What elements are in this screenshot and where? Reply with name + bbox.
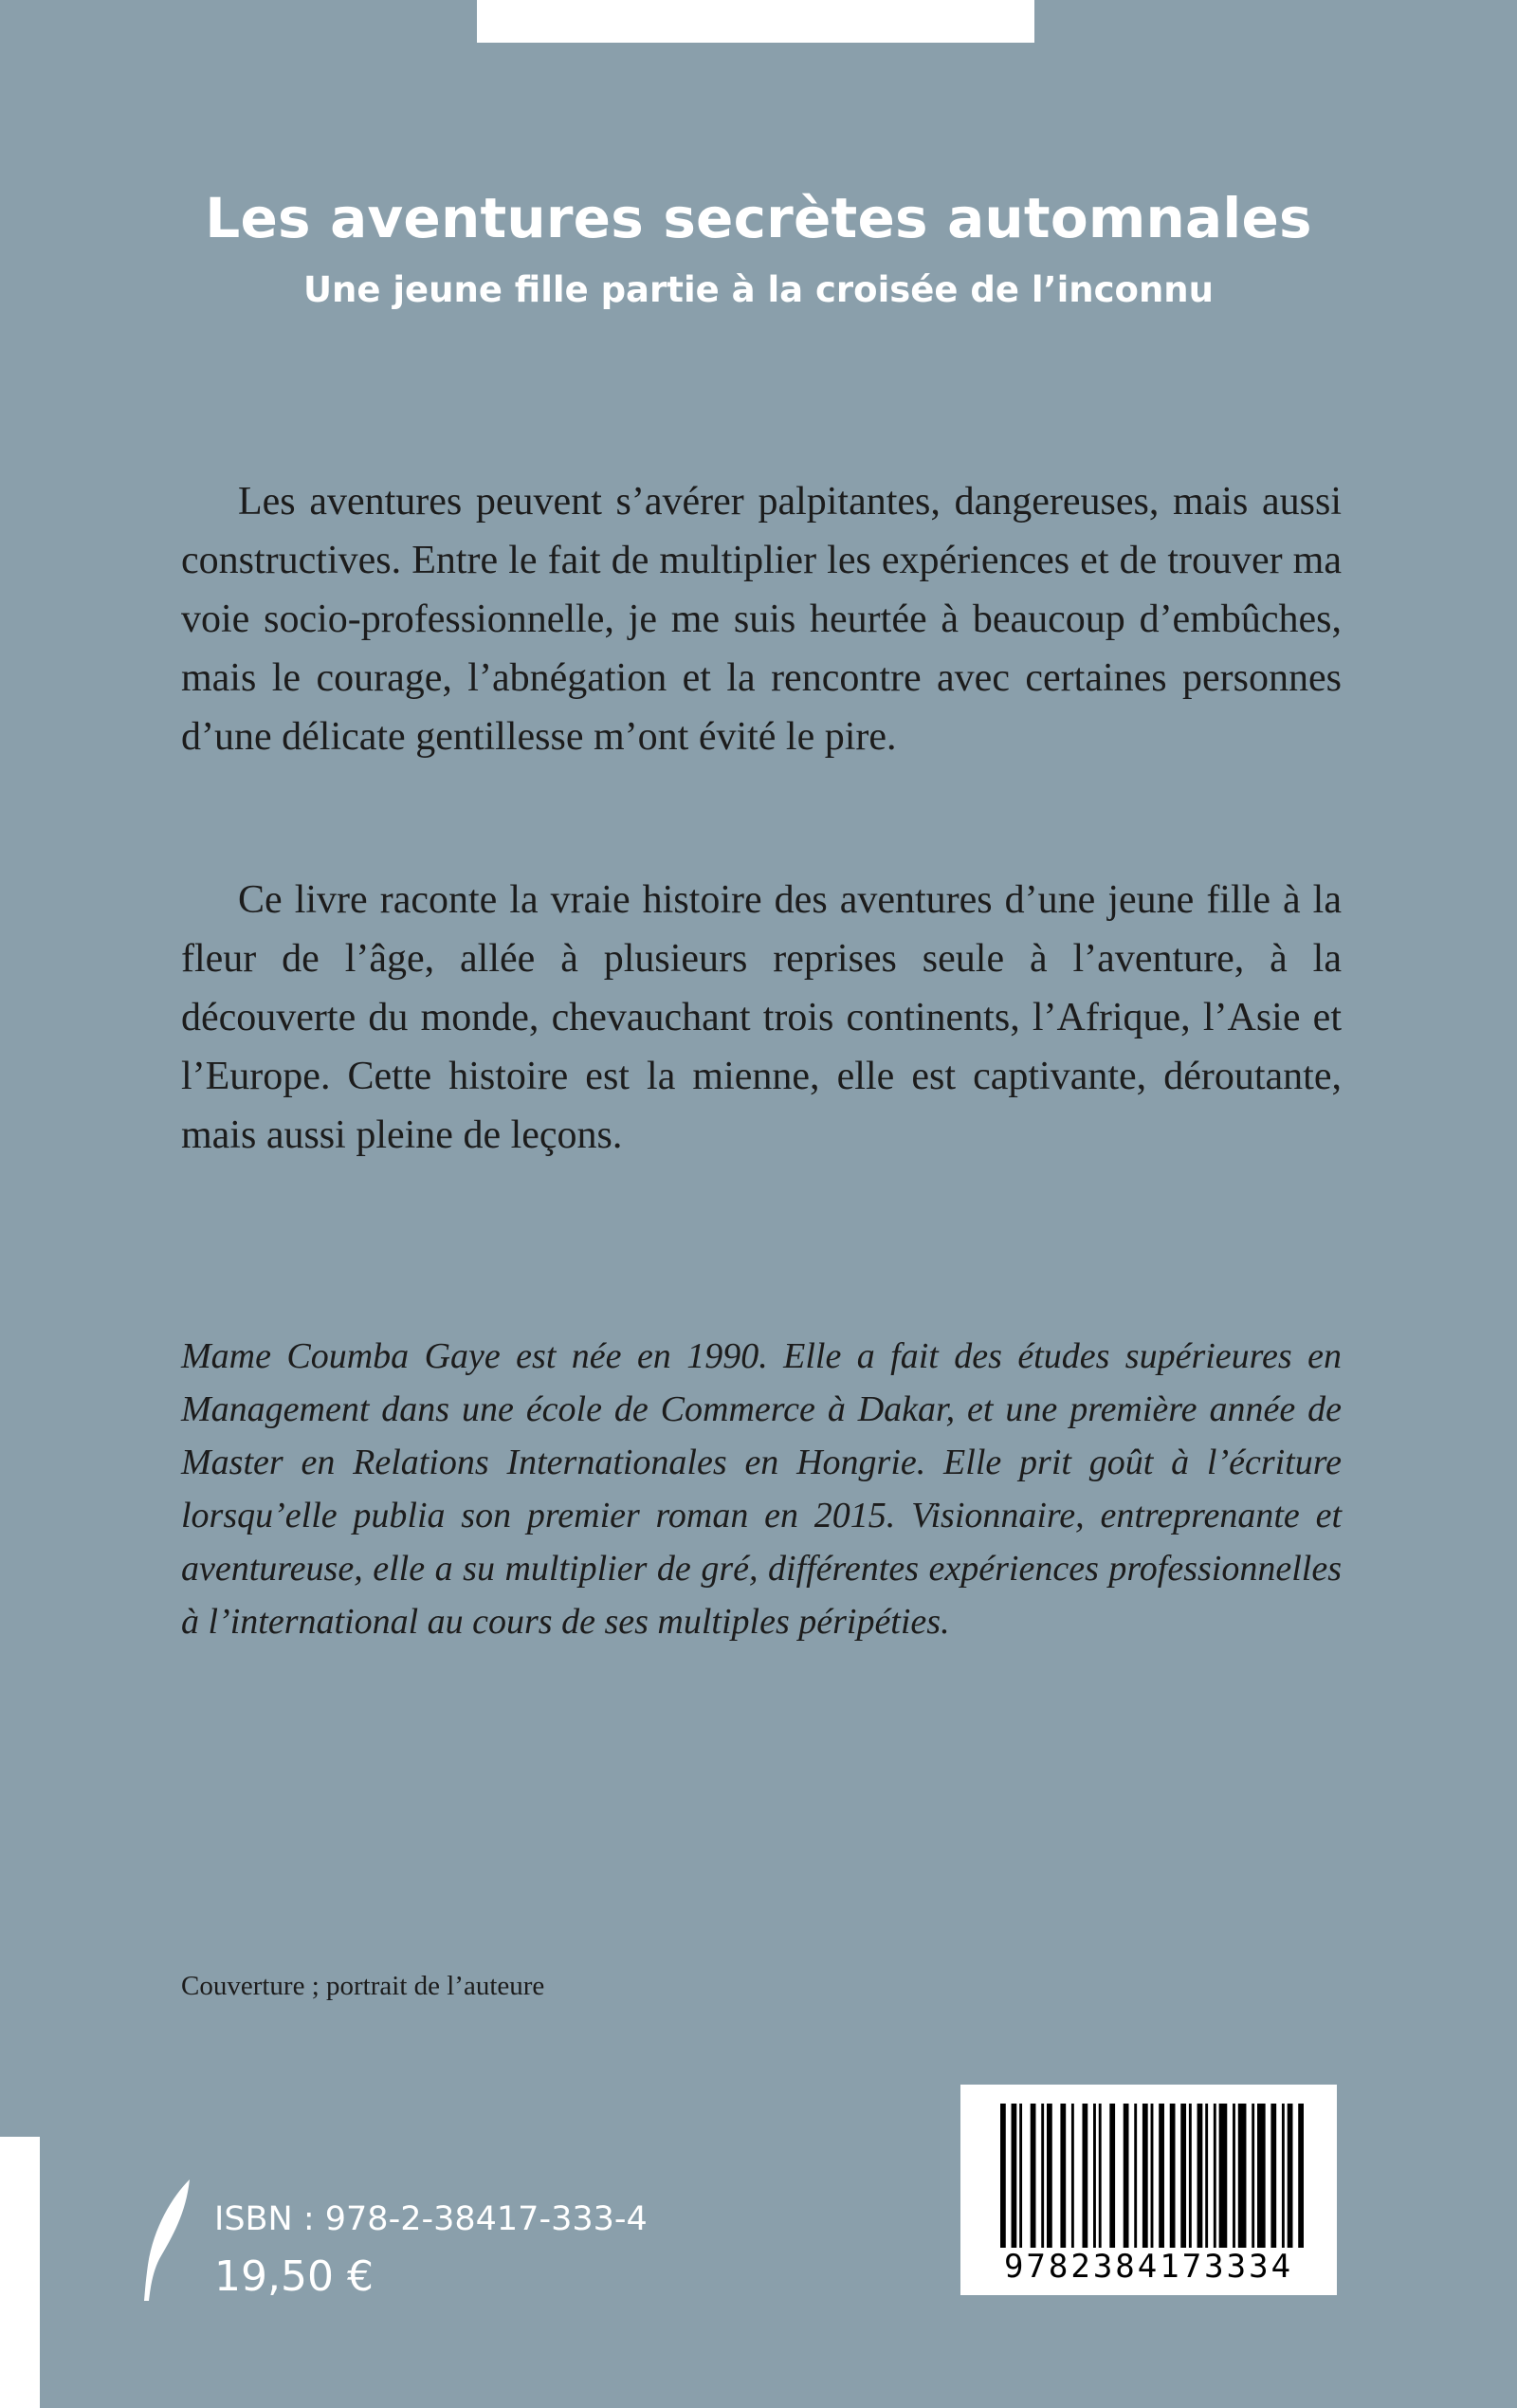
barcode-bar — [1082, 2104, 1087, 2248]
barcode-bar — [1257, 2104, 1266, 2248]
barcode-bar — [1214, 2104, 1216, 2248]
barcode-bar — [1252, 2104, 1254, 2248]
barcode-bar — [1124, 2104, 1129, 2248]
feather-icon — [140, 2178, 197, 2303]
isbn-label: ISBN : 978-2-38417-333-4 — [214, 2200, 648, 2238]
barcode-bar — [1298, 2104, 1304, 2248]
barcode-bar — [1019, 2104, 1022, 2248]
barcode-bar — [1197, 2104, 1203, 2248]
barcode-bar — [1205, 2104, 1208, 2248]
barcode-bar — [1099, 2104, 1102, 2248]
barcode-bar — [1093, 2104, 1096, 2248]
blurb-paragraph-2: Ce livre raconte la vraie histoire des aventures d’une jeune fille à la fleur de l’âge, allée à plusieurs reprises seule à l’aventure, à la découverte du monde, chevauchant trois continents, l’Afrique, l’Asie et l’Europe. Cette histoire est la mienne, elle est captivante, déroutante, mais aussi pleine de leçons. — [181, 878, 1342, 1157]
barcode-bar — [1233, 2104, 1235, 2248]
barcode-bar — [1031, 2104, 1036, 2248]
left-white-strip — [0, 2137, 40, 2408]
blurb-paragraph-1: Les aventures peuvent s’avérer palpitantes, dangereuses, mais aussi constructives. Entre le fait de multiplier les expériences et de trouver ma voie socio-professionnelle, je me suis heurtée à beaucoup d’embûches, mais le courage, l’abnégation et la rencontre avec certaines personnes d’une délicate gentillesse m’ont évité le pire. — [181, 480, 1342, 759]
book-title: Les aventures secrètes automnales — [205, 186, 1312, 250]
barcode-bar — [1060, 2104, 1066, 2248]
barcode-bar — [1047, 2104, 1052, 2248]
barcode-bar — [1134, 2104, 1137, 2248]
barcode-bar — [1282, 2104, 1285, 2248]
price-label: 19,50 € — [214, 2252, 374, 2301]
barcode-bar — [1142, 2104, 1148, 2248]
author-bio: Mame Coumba Gaye est née en 1990. Elle a fait des études supérieures en Management dans une école de Commerce à Dakar, et une première année de Master en Relations Internationales en Hongrie. Elle prit goût à l’écriture lorsqu’elle publia son premier roman en 2015. Visionnaire, entreprenante et aventureuse, elle a su multiplier de gré, différentes expériences professionnelles à l’international au cours de ses multiples péripéties. — [181, 1336, 1342, 1642]
barcode-bar — [1238, 2104, 1247, 2248]
barcode-bar — [1012, 2104, 1017, 2248]
barcode-bar — [1270, 2104, 1276, 2248]
book-subtitle: Une jeune fille partie à la croisée de l’inconnu — [303, 269, 1214, 310]
barcode-bar — [1109, 2104, 1115, 2248]
barcode-bar — [1000, 2104, 1006, 2248]
barcode-bar — [1189, 2104, 1192, 2248]
barcode-digits: 9782384173334 — [1003, 2248, 1294, 2286]
barcode-bar — [1041, 2104, 1044, 2248]
barcode-bar — [1170, 2104, 1176, 2248]
barcode — [960, 2085, 1337, 2295]
barcode-bar — [1151, 2104, 1154, 2248]
cover-credit: Couverture ; portrait de l’auteure — [181, 1971, 545, 2001]
barcode-bar — [1180, 2104, 1186, 2248]
barcode-bar — [1071, 2104, 1074, 2248]
barcode-bars — [1000, 2104, 1304, 2248]
barcode-bar — [1288, 2104, 1293, 2248]
top-white-tab — [477, 0, 1034, 43]
barcode-bar — [1219, 2104, 1228, 2248]
barcode-bar — [1159, 2104, 1164, 2248]
